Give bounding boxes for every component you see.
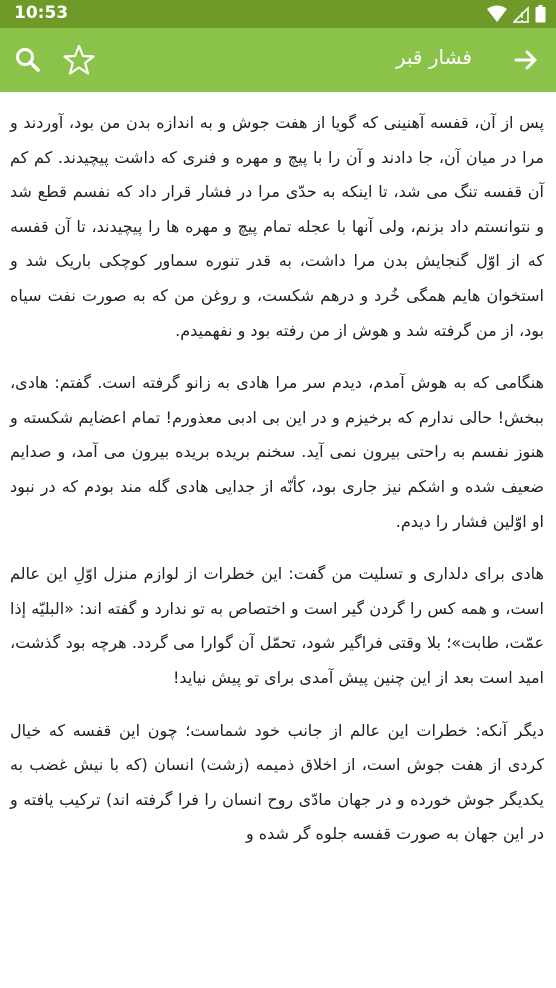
search-button[interactable] [12, 44, 44, 76]
back-button[interactable] [510, 44, 542, 76]
wifi-icon [487, 5, 507, 23]
app-bar [0, 28, 556, 92]
status-icons [487, 5, 546, 23]
article-paragraph: هادی برای دلداری و تسلیت من گفت: این خطرات از لوازم منزل اوّلِ این عالم است، و همه کس را گردن گیر است و اختصاص به تو ندارد و گفته اند: «البليّه إذا عمّت، طابت»؛ بلا وقتی فراگیر شود، تحمّل آن گوارا می گردد. هرچه بود گذشت، امید است بعد از این چنین پیش آمدی برای تو پیش نیاید! [10, 564, 544, 687]
signal-icon [513, 5, 529, 23]
page-title: فشار قبر [395, 45, 472, 69]
star-outline-icon [62, 43, 96, 77]
arrow-right-icon [510, 44, 542, 76]
status-bar [0, 0, 556, 28]
article-paragraph: هنگامی که به هوش آمدم، دیدم سر مرا هادی به زانو گرفته است. گفتم: هادی، ببخش! حالی ندارم که برخیزم و در این بی ادبی معذورم! تمام اعضایم شکسته و هنوز نفسم به راحتی بیرون نمی آید. سخنم بریده بریده بیرون می آمد، و صدایم ضعیف شده و اشکم نیز جاری بود، کأنّه از جدایی هادی گله مند بودم که در نبود او اوّلین فشار را دیدم. [10, 373, 544, 531]
status-time: 10:53 [14, 3, 69, 23]
article-content[interactable] [0, 92, 556, 988]
search-icon [12, 44, 44, 76]
article-paragraph: دیگر آنکه: خطرات این عالم از جانب خود شماست؛ چون این قفسه که خیال کردی از هفت جوش است، از اخلاق ذمیمه (زشت) انسان (که با نیش غضب به یکدیگر جوش خورده و در جهان مادّی روح انسان را فرا گرفته اند) ترکیب یافته و در این جهان به صورت قفسه جلوه گر شده و [10, 720, 544, 844]
favorite-button[interactable] [62, 43, 96, 77]
article-paragraph: پس از آن، قفسه آهنینی که گویا از هفت جوش و به اندازه بدن من بود، آوردند و مرا در میان آن، جا دادند و آن را با پیچ و مهره و فنری که داشت پیچیدند. کم کم آن قفسه تنگ می شد، تا اینکه به حدّی مرا در فشار قرار داد که نفسم قطع شد و نتوانستم داد بزنم، ولی آنها با عجله تمام پیچ و مهره ها را پیچیدند، تا آن قفسه که از اوّل گنجایش بدن مرا داشت، به قدر تنوره سماور کوچکی باریک شد و استخوان هایم همگی خُرد و درهم شکست، و روغن من که به صورت نفت سیاه بود، از من گرفته شد و هوش از من رفته بود و نفهمیدم. [10, 113, 544, 340]
battery-icon [535, 5, 546, 23]
